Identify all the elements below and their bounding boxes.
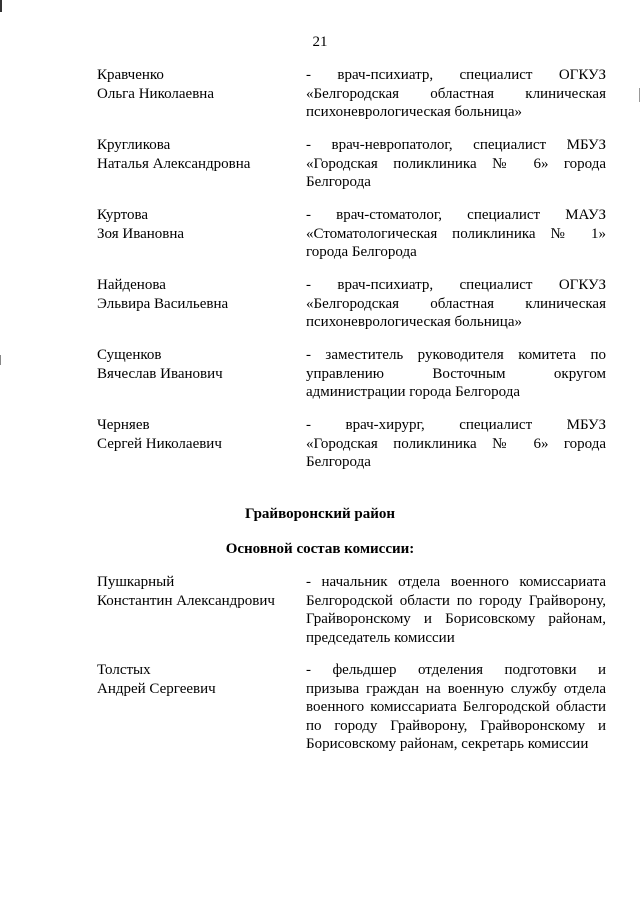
member-surname: Сущенков [97, 347, 162, 363]
member-given-names: Наталья Александровна [97, 155, 251, 172]
member-name [97, 136, 297, 173]
member-role [306, 661, 606, 754]
member-surname: Черняев [97, 417, 150, 433]
member-role [306, 573, 606, 647]
member-name [97, 66, 297, 103]
member-surname: Куртова [97, 207, 149, 223]
role-line: «Белгородская областная клиническая [306, 85, 606, 102]
role-line: Борисовскому районам, секретарь комиссии [306, 736, 589, 752]
role-line: «Городская поликлиника № 6» города [306, 155, 606, 172]
role-line: военного комиссариата Белгородской области [306, 699, 606, 715]
member-name [97, 661, 297, 698]
scan-edge-mark [0, 355, 1, 365]
role-line: Белгородской области по городу Грайворону, [306, 592, 606, 609]
member-given-names: Андрей Сергеевич [97, 680, 216, 697]
member-surname: Найденова [97, 277, 166, 293]
member-role [306, 136, 606, 192]
member-surname: Пушкарный [97, 574, 175, 590]
district-heading: Грайворонский район [244, 506, 396, 522]
role-line: психоневрологическая больница» [306, 314, 522, 330]
role-line: Грайворонскому и Борисовскому районам, [306, 611, 606, 627]
member-role [306, 416, 606, 472]
role-line: «Стоматологическая поликлиника № 1» [306, 225, 606, 242]
member-surname: Кравченко [97, 67, 164, 83]
member-surname: Кругликова [97, 137, 171, 153]
member-role [306, 206, 606, 262]
composition-heading: Основной состав комиссии: [225, 541, 415, 557]
role-line: - заместитель руководителя комитета по [306, 347, 606, 363]
role-line: - врач-психиатр, специалист ОГКУЗ [306, 277, 606, 293]
role-line: - врач-невропатолог, специалист МБУЗ [306, 137, 606, 153]
role-line: - фельдшер отделения подготовки и [306, 662, 606, 678]
member-name [97, 276, 297, 313]
member-surname: Толстых [97, 662, 151, 678]
member-given-names: Зоя Ивановна [97, 225, 185, 242]
member-name [97, 573, 297, 610]
member-given-names: Вячеслав Иванович [97, 365, 223, 382]
member-given-names: Константин Александрович [97, 592, 275, 609]
role-line: Белгорода [306, 454, 371, 470]
member-given-names: Ольга Николаевна [97, 85, 214, 102]
member-given-names: Эльвира Васильевна [97, 295, 229, 312]
member-role [306, 276, 606, 332]
member-name [97, 206, 297, 243]
member-name [97, 416, 297, 453]
role-line: по городу Грайворону, Грайворонскому и [306, 717, 606, 734]
role-line: - врач-психиатр, специалист ОГКУЗ [306, 67, 606, 83]
page-number: 21 [312, 34, 328, 50]
role-line: «Городская поликлиника № 6» города [306, 435, 606, 452]
role-line: председатель комиссии [306, 629, 455, 646]
role-line: «Белгородская областная клиническая [306, 295, 606, 312]
member-name [97, 346, 297, 383]
role-line: - врач-хирург, специалист МБУЗ [306, 417, 606, 433]
role-line: призыва граждан на военную службу отдела [306, 680, 606, 697]
role-line: психоневрологическая больница» [306, 104, 522, 120]
role-line: города Белгорода [306, 244, 417, 260]
role-line: - врач-стоматолог, специалист МАУЗ [306, 207, 606, 223]
role-line: Белгорода [306, 174, 371, 190]
role-line: управлению Восточным округом [306, 365, 606, 382]
role-line: администрации города Белгорода [306, 384, 521, 400]
member-given-names: Сергей Николаевич [97, 435, 222, 452]
member-role [306, 346, 606, 402]
scan-edge-mark [0, 0, 2, 12]
role-line: - начальник отдела военного комиссариата [306, 574, 606, 590]
member-role [306, 66, 606, 122]
